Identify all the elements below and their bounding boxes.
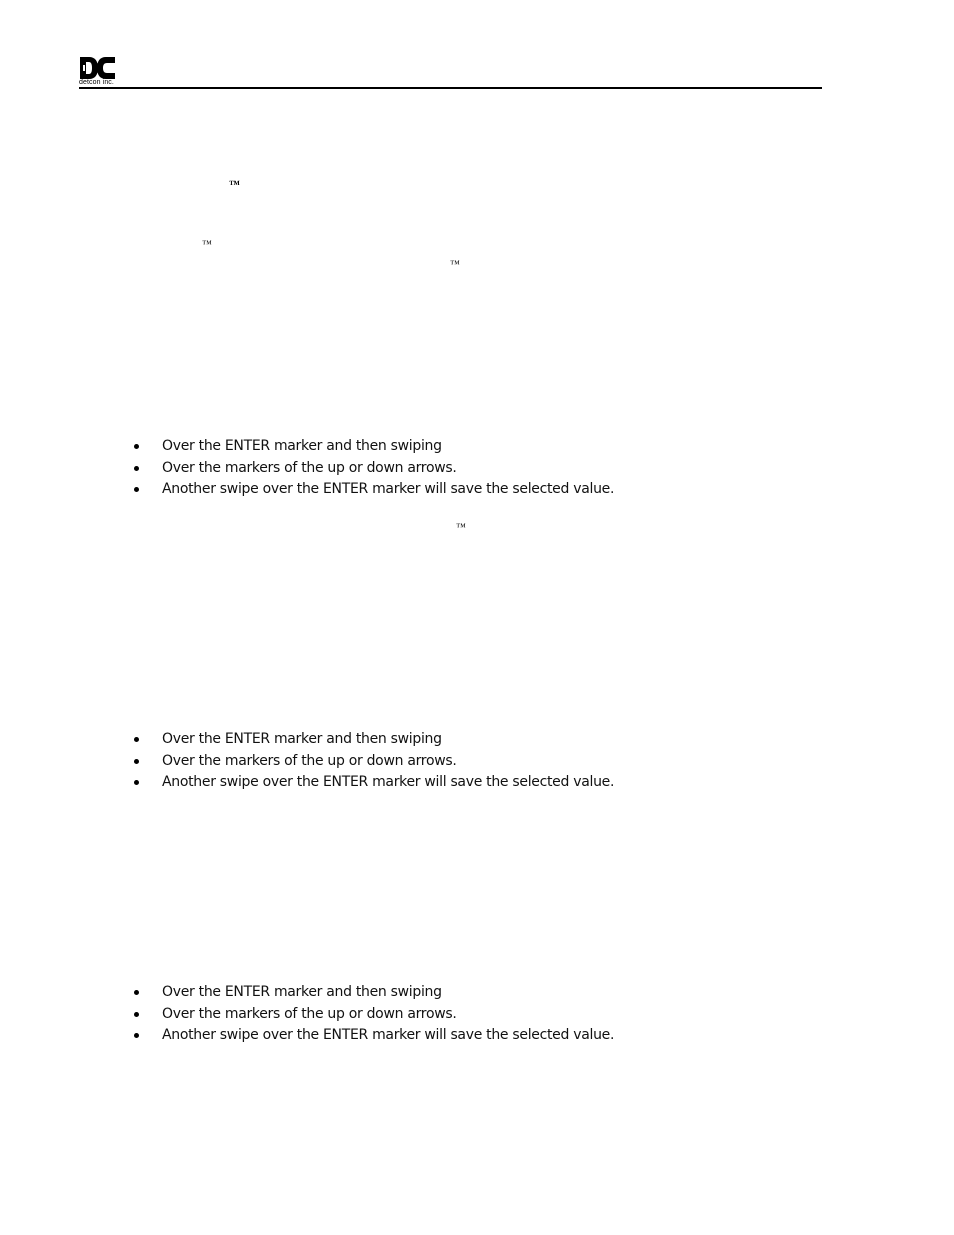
bullet-icon: [134, 737, 139, 742]
trademark-symbol: ™: [202, 239, 212, 250]
trademark-symbol: ™: [456, 522, 466, 533]
logo-mark-icon: [79, 56, 117, 80]
trademark-symbol: ™: [450, 259, 460, 270]
bullet-icon: [134, 444, 139, 449]
bullet-icon: [134, 759, 139, 764]
bullet-icon: [134, 466, 139, 471]
bullet-icon: [134, 1012, 139, 1017]
header-divider: [79, 87, 822, 89]
bullet-icon: [134, 780, 139, 785]
company-name: detcon inc.: [79, 79, 114, 86]
trademark-symbol: ™: [229, 179, 240, 191]
bullet-icon: [134, 487, 139, 492]
bullet-icon: [134, 990, 139, 995]
bullet-icon: [134, 1033, 139, 1038]
